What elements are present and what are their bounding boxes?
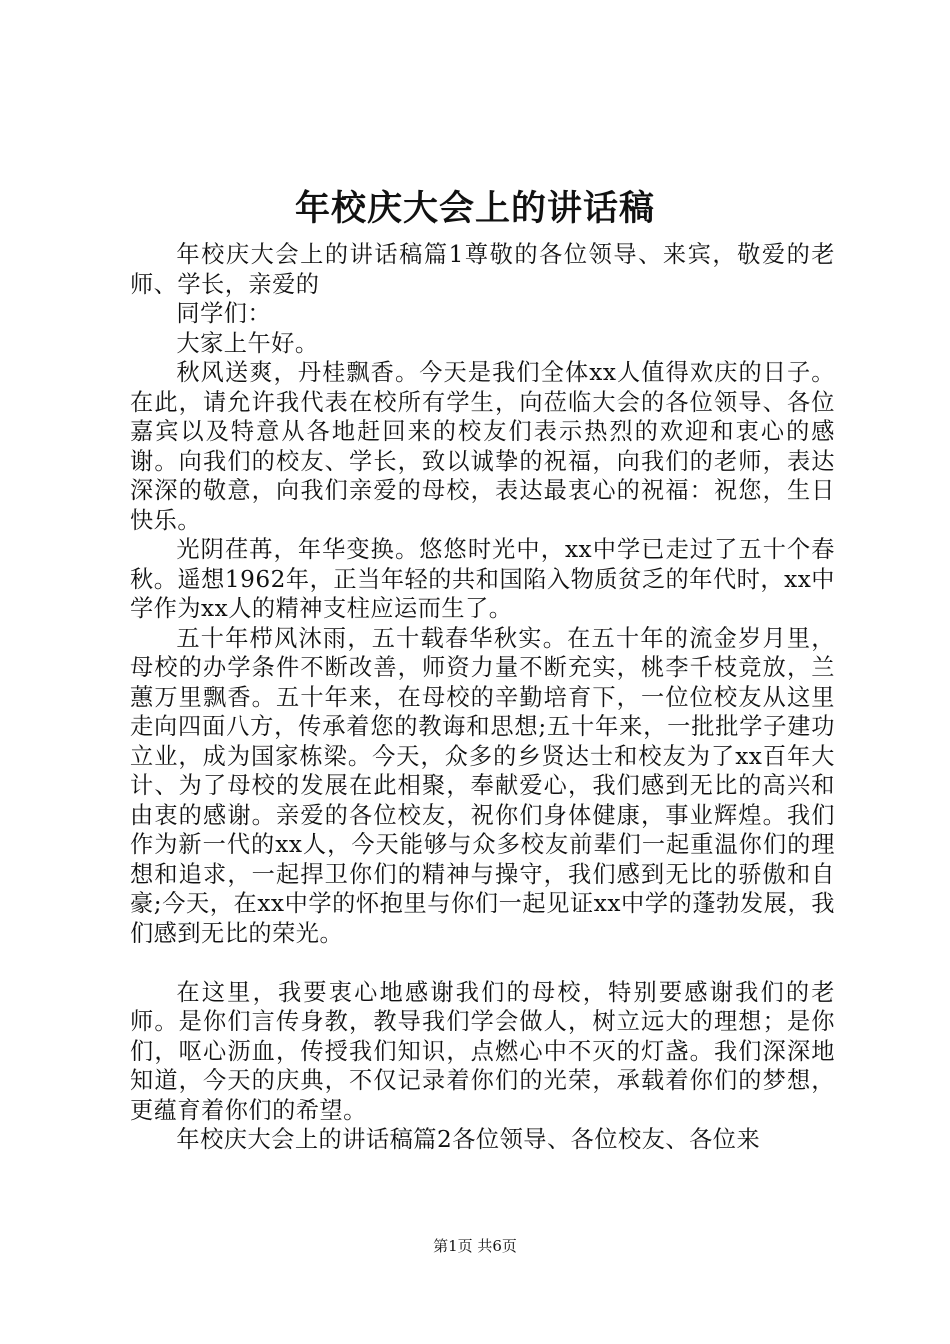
paragraph-7: 在这里，我要衷心地感谢我们的母校，特别要感谢我们的老师。是你们言传身教，教导我们学会做人，树立远大的理想；是你们，呕心沥血，传授我们知识，点燃心中不灭的灯盏。我们深深地知道，今天的庆典，不仅记录着你们的光荣，承载着你们的梦想，更蕴育着你们的希望。 [130, 978, 835, 1124]
paragraph-1: 年校庆大会上的讲话稿篇1尊敬的各位领导、来宾，敬爱的老师、学长，亲爱的 [130, 241, 835, 298]
document-title: 年校庆大会上的讲话稿 [294, 188, 655, 229]
paragraph-6: 五十年栉风沐雨，五十载春华秋实。在五十年的流金岁月里，母校的办学条件不断改善，师资力量不断充实，桃李千枝竞放，兰蕙万里飘香。五十年来，在母校的辛勤培育下，一位位校友从这里走向四面八方，传承着您的教诲和思想;五十年来，一批批学子建功立业，成为国家栋梁。今天，众多的乡贤达士和校友为了xx百年大计、为了母校的发展在此相聚，奉献爱心，我们感到无比的高兴和由衷的感谢。亲爱的各位校友，祝你们身体健康，事业辉煌。我们作为新一代的xx人，今天能够与众多校友前辈们一起重温你们的理想和追求，一起捍卫你们的精神与操守，我们感到无比的骄傲和自豪;今天，在xx中学的怀抱里与你们一起见证xx中学的蓬勃发展，我们感到无比的荣光。 [130, 624, 835, 947]
paragraph-4: 秋风送爽，丹桂飘香。今天是我们全体xx人值得欢庆的日子。在此，请允许我代表在校所有学生，向莅临大会的各位领导、各位嘉宾以及特意从各地赶回来的校友们表示热烈的欢迎和衷心的感谢。向我们的校友、学长，致以诚挚的祝福，向我们的老师，表达深深的敬意，向我们亲爱的母校，表达最衷心的祝福：祝您，生日快乐。 [130, 359, 835, 534]
paragraph-8: 年校庆大会上的讲话稿篇2各位领导、各位校友、各位来 [176, 1126, 761, 1153]
document-body [130, 240, 835, 1155]
page-footer: 第1页 共6页 [433, 1237, 517, 1255]
paragraph-3: 大家上午好。 [176, 329, 319, 357]
paragraph-5: 光阴荏苒，年华变换。悠悠时光中，xx中学已走过了五十个春秋。遥想1962年，正当年轻的共和国陷入物质贫乏的年代时，xx中学作为xx人的精神支柱应运而生了。 [130, 536, 835, 622]
paragraph-2: 同学们： [176, 300, 272, 327]
